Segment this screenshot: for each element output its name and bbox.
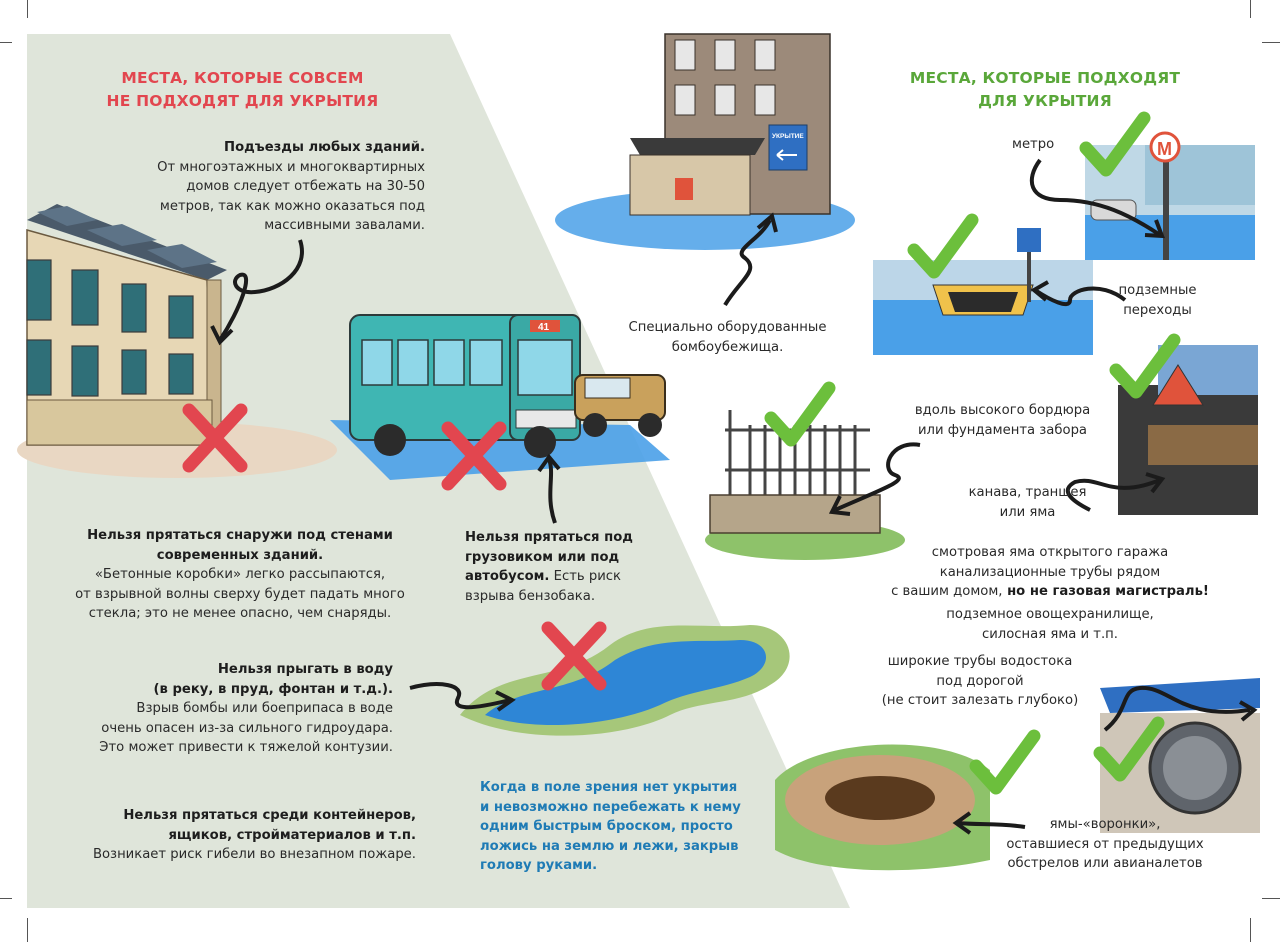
containers-title: ящиков, стройматериалов и т.п. — [168, 827, 416, 843]
checkmark-icon — [908, 212, 978, 282]
vehicle-title: Нельзя прятаться под — [465, 530, 633, 545]
ditch-caption — [950, 483, 1105, 522]
caption-line: вдоль высокого бордюра — [914, 403, 1091, 418]
cross-icon — [542, 620, 606, 690]
walls-line: стекла; это не менее опасно, чем снаряды. — [88, 606, 392, 622]
walls-line: «Бетонные коробки» легко рассыпаются, — [94, 567, 386, 583]
water-title: Нельзя прыгать в воду — [217, 662, 393, 677]
vehicle-line: Есть риск — [549, 569, 622, 585]
bunker-illustration — [555, 30, 855, 250]
caption-line: канализационные трубы рядом — [939, 564, 1161, 580]
advice-line: и невозможно перебежать к нему — [480, 799, 741, 815]
pointer-arrow-icon — [820, 440, 930, 520]
craters-caption — [990, 815, 1220, 874]
caption-line: канава, траншея — [968, 485, 1087, 500]
entrances-line: От многоэтажных и многоквартирных — [157, 159, 425, 175]
cross-icon — [183, 402, 247, 472]
vehicle-line: взрыва бензобака. — [465, 588, 596, 604]
caption-line: переходы — [1123, 302, 1192, 318]
drain-pipes-caption — [860, 652, 1100, 711]
containers-block — [40, 806, 416, 865]
pointer-arrow-icon — [1100, 680, 1260, 740]
pointer-arrow-icon — [200, 230, 320, 350]
caption-line: подземные — [1118, 283, 1197, 298]
curb-caption — [895, 401, 1110, 440]
cellar-caption — [900, 605, 1200, 644]
walls-title: Нельзя прятаться снаружи под стенами — [87, 528, 393, 543]
garage-caption — [860, 543, 1240, 602]
advice-line: Когда в поле зрения нет укрытия — [480, 780, 738, 795]
pointer-arrow-icon — [410, 670, 520, 720]
pointer-arrow-icon — [535, 455, 595, 525]
caption-line: смотровая яма открытого гаража — [931, 545, 1169, 560]
walls-block — [45, 526, 435, 624]
metro-caption: метро — [1012, 137, 1055, 152]
water-title: (в реку, в пруд, фонтан и т.д.). — [153, 681, 393, 697]
walls-title: современных зданий. — [156, 547, 324, 563]
entrances-line: метров, так как можно оказаться под — [159, 198, 425, 214]
caption-line: (не стоит залезать глубоко) — [881, 693, 1079, 709]
containers-line: Возникает риск гибели во внезапном пожаре. — [92, 847, 416, 863]
caption-line: широкие трубы водостока — [887, 654, 1073, 669]
checkmark-icon — [970, 728, 1040, 798]
title-line: НЕ ПОДХОДЯТ ДЛЯ УКРЫТИЯ — [106, 92, 379, 110]
caption-line: бомбоубежища. — [671, 339, 784, 355]
caption-line: Специально оборудованные — [628, 320, 827, 335]
vehicle-title: грузовиком или под — [465, 549, 620, 565]
lie-down-advice — [480, 778, 770, 876]
metro-sign-letter: М — [1157, 139, 1172, 159]
caption-line: или фундамента забора — [917, 422, 1088, 438]
walls-line: от взрывной волны сверху будет падать много — [75, 586, 405, 602]
title-line: МЕСТА, КОТОРЫЕ СОВСЕМ — [121, 69, 364, 87]
entrances-title: Подъезды любых зданий. — [224, 140, 425, 155]
pointer-arrow-icon — [720, 210, 800, 310]
title-line: МЕСТА, КОТОРЫЕ ПОДХОДЯТ — [909, 69, 1181, 87]
caption-line: под дорогой — [936, 673, 1024, 689]
bunker-caption — [590, 318, 865, 357]
vehicle-title: автобусом. — [465, 569, 550, 585]
pointer-arrow-icon — [1020, 160, 1170, 240]
advice-line: одним быстрым броском, просто — [480, 819, 733, 835]
caption-line: подземное овощехранилище, — [946, 607, 1154, 622]
containers-title: Нельзя прятаться среди контейнеров, — [123, 808, 416, 823]
vehicle-block — [465, 528, 665, 606]
cross-icon — [442, 420, 506, 490]
unsuitable-title — [80, 67, 405, 113]
advice-line: ложись на землю и лежи, закрыв — [480, 838, 739, 854]
bunker-sign-label: УКРЫТИЕ — [772, 133, 804, 140]
caption-line: или яма — [999, 504, 1056, 520]
water-block — [60, 660, 393, 758]
caption-line: оставшиеся от предыдущих — [1006, 836, 1204, 852]
caption-line: силосная яма и т.п. — [981, 626, 1118, 642]
underpass-caption — [1100, 281, 1215, 320]
advice-line: голову руками. — [480, 858, 598, 874]
entrances-line: домов следует отбежать на 30-50 — [186, 179, 425, 195]
entrances-line: массивными завалами. — [264, 218, 425, 234]
water-line: очень опасен из-за сильного гидроудара. — [101, 720, 393, 736]
water-line: Это может привести к тяжелой контузии. — [99, 740, 393, 756]
gas-warning: но не газовая магистраль! — [1002, 584, 1209, 600]
suitable-title — [880, 67, 1210, 113]
checkmark-icon — [1110, 332, 1180, 402]
entrances-block — [110, 138, 425, 236]
water-line: Взрыв бомбы или боеприпаса в воде — [136, 701, 393, 717]
bus-route-number: 41 — [538, 322, 550, 333]
caption-line: с вашим домом, — [891, 584, 1003, 600]
caption-line: обстрелов или авианалетов — [1007, 856, 1203, 872]
title-line: ДЛЯ УКРЫТИЯ — [978, 92, 1112, 110]
caption-line: ямы-«воронки», — [1049, 817, 1161, 832]
